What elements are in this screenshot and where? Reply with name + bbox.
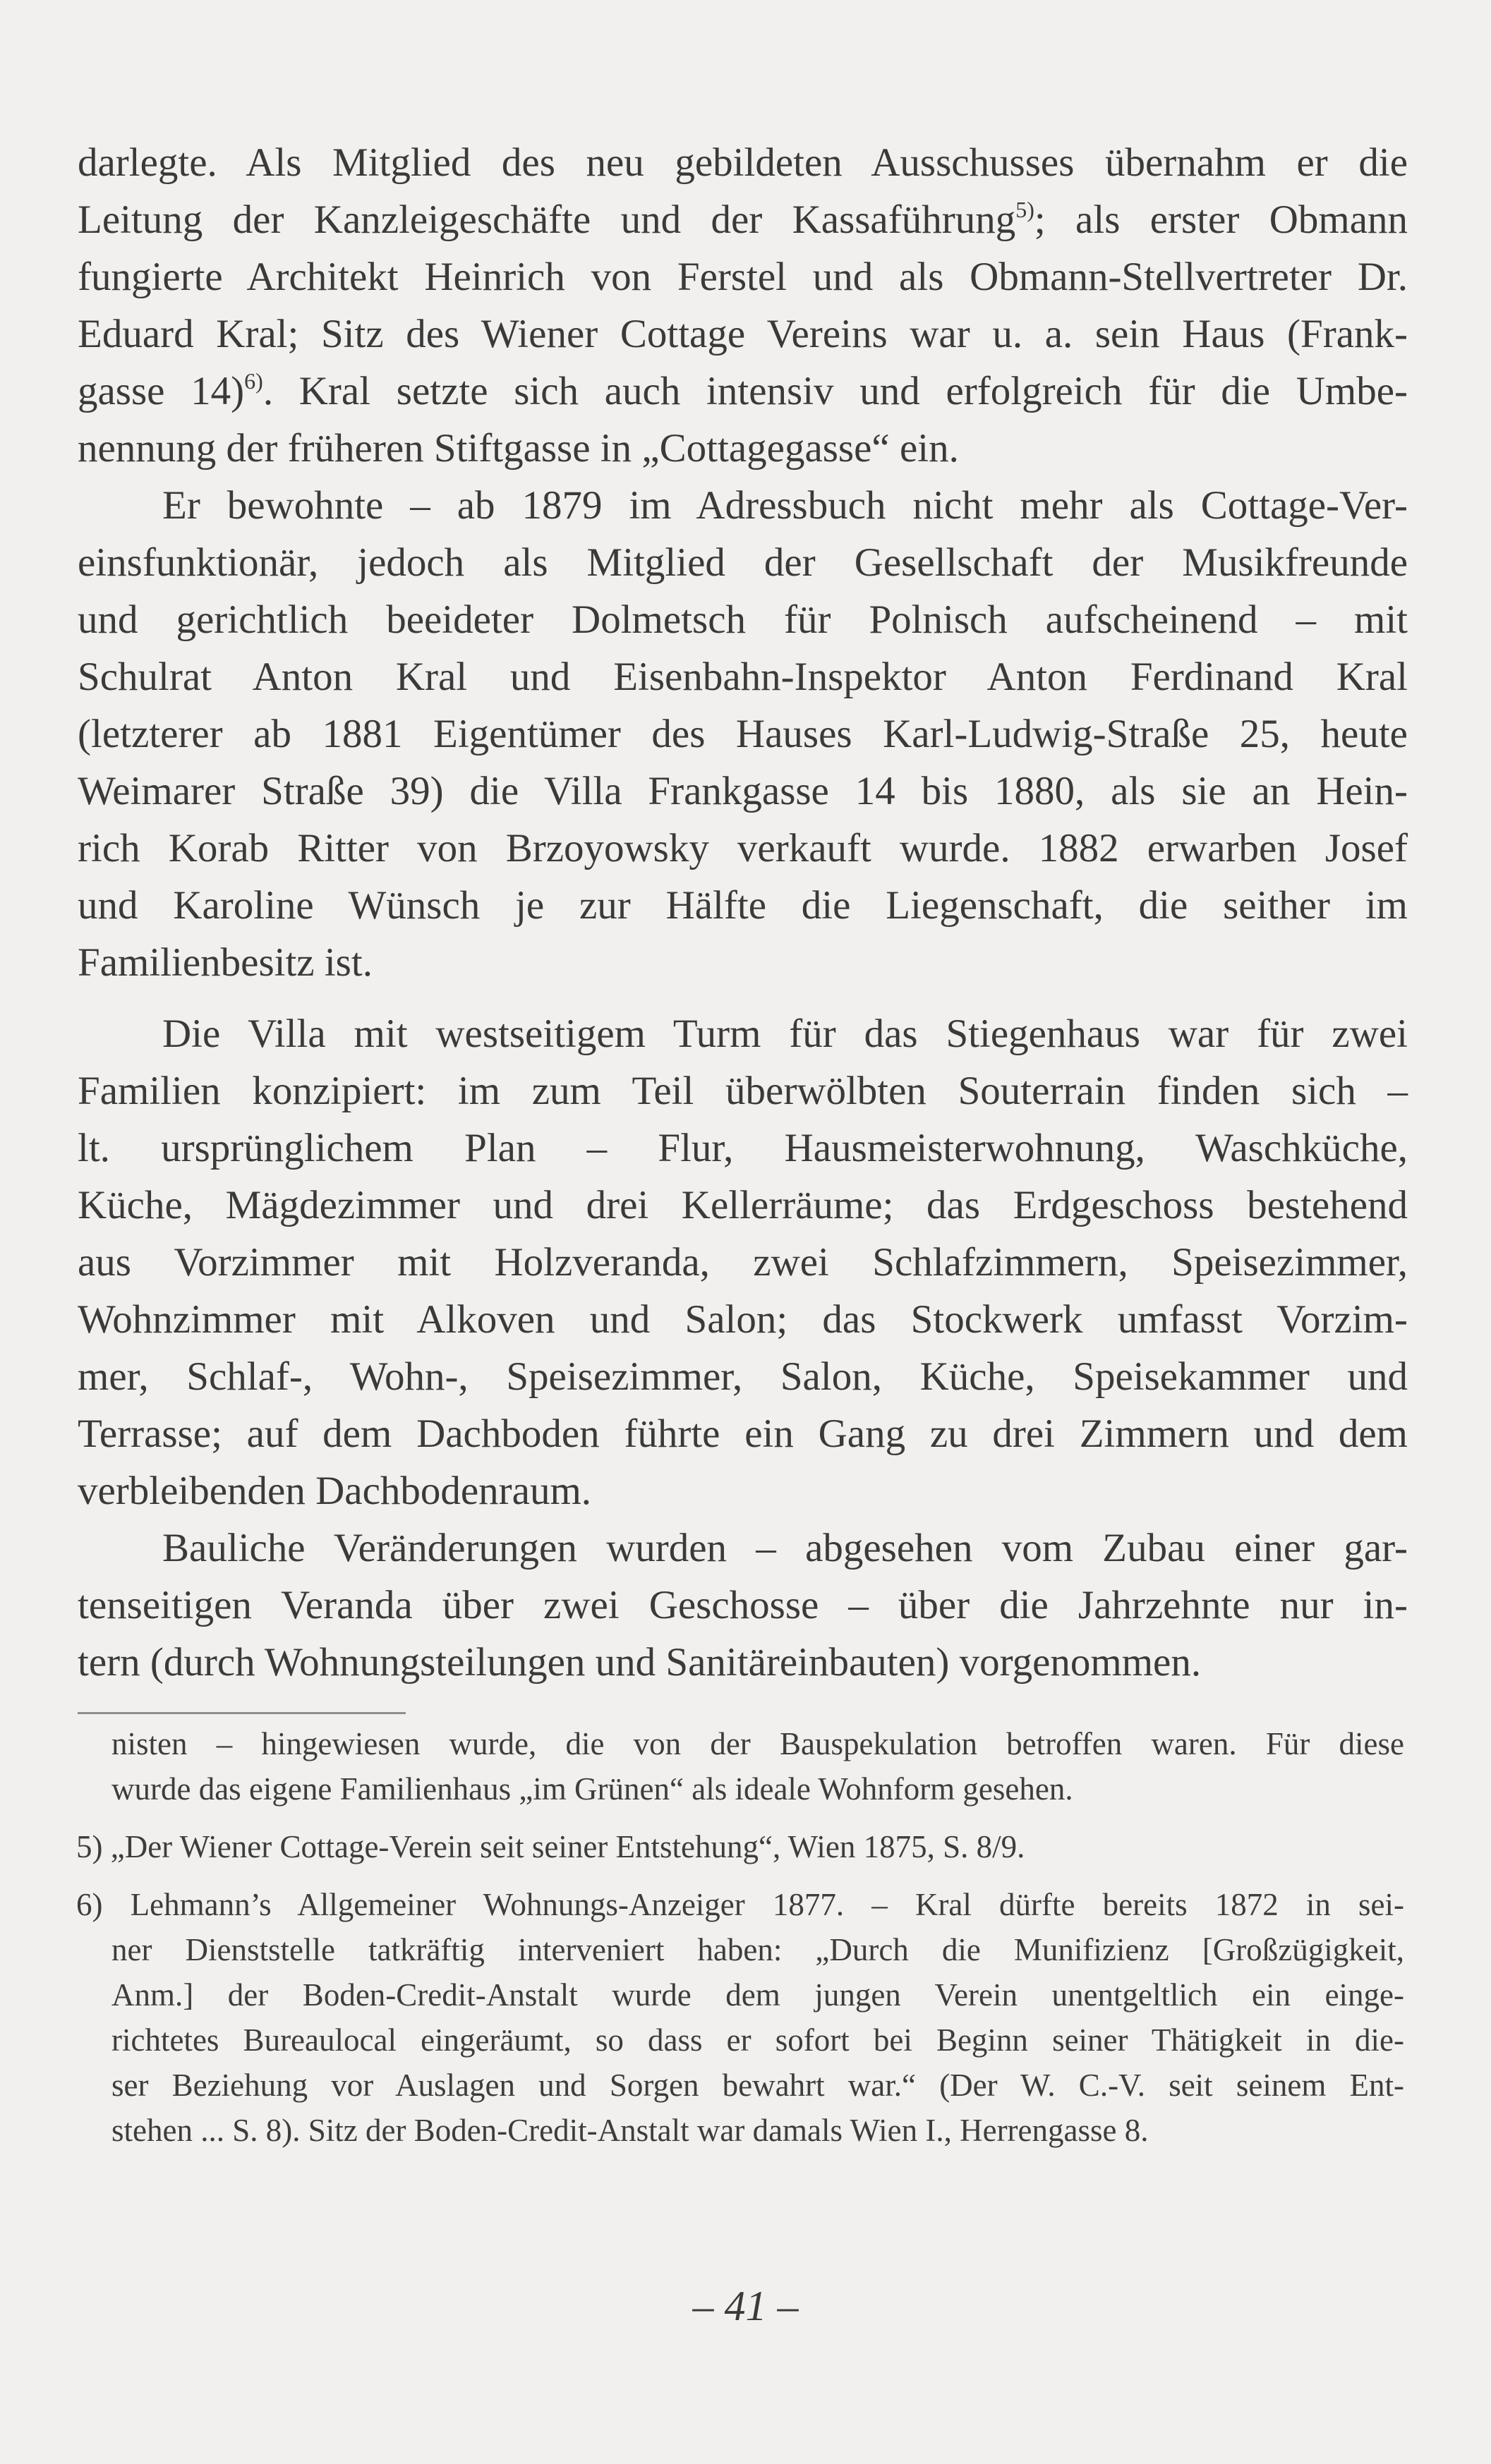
footnote-ref: 5) xyxy=(1015,197,1034,222)
text-line: rich Korab Ritter von Brzoyowsky verkauft wurde. 1882 erwarben Josef xyxy=(78,826,1408,870)
text-line: Bauliche Veränderungen wurden – abgesehen vom Zubau einer gar- xyxy=(162,1526,1408,1570)
text-line: verbleibenden Dachbodenraum. xyxy=(78,1469,592,1513)
text-line: Schulrat Anton Kral und Eisenbahn-Inspektor Anton Ferdinand Kral xyxy=(78,655,1408,699)
text-line: nennung der früheren Stiftgasse in „Cottagegasse“ ein. xyxy=(78,426,959,471)
text-line: Terrasse; auf dem Dachboden führte ein Gang zu drei Zimmern und dem xyxy=(78,1412,1408,1456)
footnote-line: wurde das eigene Familienhaus „im Grünen“ als ideale Wohnform gesehen. xyxy=(111,1771,1073,1807)
footnotes xyxy=(76,1721,1404,2153)
text-line: aus Vorzimmer mit Holzveranda, zwei Schlafzimmern, Speisezimmer, xyxy=(78,1240,1408,1285)
text-line: gasse 14)$^{6)}$. Kral setzte sich auch intensiv und erfolgreich für die Umbe- xyxy=(78,368,1408,413)
text-line: Weimarer Straße 39) die Villa Frankgasse 14 bis 1880, als sie an Hein- xyxy=(78,769,1408,813)
text-line: (letzterer ab 1881 Eigentümer des Hauses Karl-Ludwig-Straße 25, heute xyxy=(78,712,1408,756)
footnote-line: stehen ... S. 8). Sitz der Boden-Credit-Anstalt war damals Wien I., Herrengasse 8. xyxy=(111,2113,1149,2148)
footnote-line: nisten – hingewiesen wurde, die von der Bauspekulation betroffen waren. Für diese xyxy=(111,1726,1404,1761)
text-line: darlegte. Als Mitglied des neu gebildeten Ausschusses übernahm er die xyxy=(78,140,1408,185)
text-line: lt. ursprünglichem Plan – Flur, Hausmeisterwohnung, Waschküche, xyxy=(78,1126,1408,1170)
footnote-separator xyxy=(78,1712,406,1714)
text-line: Familien konzipiert: im zum Teil überwölbten Souterrain finden sich – xyxy=(78,1069,1408,1113)
footnote-line: richtetes Bureaulocal eingeräumt, so dass er sofort bei Beginn seiner Thätigkeit in die- xyxy=(111,2022,1404,2058)
text-line: einsfunktionär, jedoch als Mitglied der Gesellschaft der Musikfreunde xyxy=(78,540,1408,585)
text-line: tenseitigen Veranda über zwei Geschosse – über die Jahrzehnte nur in- xyxy=(78,1583,1408,1627)
text-line: tern (durch Wohnungsteilungen und Sanitäreinbauten) vorgenommen. xyxy=(78,1640,1202,1685)
text-line: Die Villa mit westseitigem Turm für das Stiegenhaus war für zwei xyxy=(162,1012,1408,1056)
text-line: mer, Schlaf-, Wohn-, Speisezimmer, Salon, Küche, Speisekammer und xyxy=(78,1354,1408,1399)
text-line: Er bewohnte – ab 1879 im Adressbuch nicht mehr als Cottage-Ver- xyxy=(162,483,1408,528)
text-line: und gerichtlich beeideter Dolmetsch für Polnisch aufscheinend – mit xyxy=(78,597,1408,642)
footnote-line: ner Dienststelle tatkräftig interveniert haben: „Durch die Munifizienz [Großzügigkeit, xyxy=(111,1932,1404,1967)
page-number: – 41 – xyxy=(692,2283,799,2329)
footnote-5: 5) „Der Wiener Cottage-Verein seit seiner Entstehung“, Wien 1875, S. 8/9. xyxy=(76,1829,1025,1864)
footnote-ref: 6) xyxy=(244,368,263,394)
text-line: Familienbesitz ist. xyxy=(78,940,373,985)
text-line: Wohnzimmer mit Alkoven und Salon; das Stockwerk umfasst Vorzim- xyxy=(78,1297,1408,1342)
text-line: und Karoline Wünsch je zur Hälfte die Liegenschaft, die seither im xyxy=(78,883,1408,928)
footnote-line: ser Beziehung vor Auslagen und Sorgen bewahrt war.“ (Der W. C.-V. seit seinem Ent- xyxy=(111,2068,1404,2103)
text-line: Eduard Kral; Sitz des Wiener Cottage Vereins war u. a. sein Haus (Frank- xyxy=(78,312,1408,356)
text-line: Küche, Mägdezimmer und drei Kellerräume; das Erdgeschoss bestehend xyxy=(78,1183,1408,1227)
footnote-6: 6) Lehmann’s Allgemeiner Wohnungs-Anzeiger 1877. – Kral dürfte bereits 1872 in sei- xyxy=(76,1887,1404,1922)
text-line: Leitung der Kanzleigeschäfte und der Kassaführung$^{5)}$; als erster Obmann xyxy=(78,197,1408,242)
text-line: fungierte Architekt Heinrich von Ferstel und als Obmann-Stellvertreter Dr. xyxy=(78,255,1408,299)
main-text xyxy=(78,134,1408,1691)
footnote-line: Anm.] der Boden-Credit-Anstalt wurde dem jungen Verein unentgeltlich ein einge- xyxy=(111,1977,1404,2013)
